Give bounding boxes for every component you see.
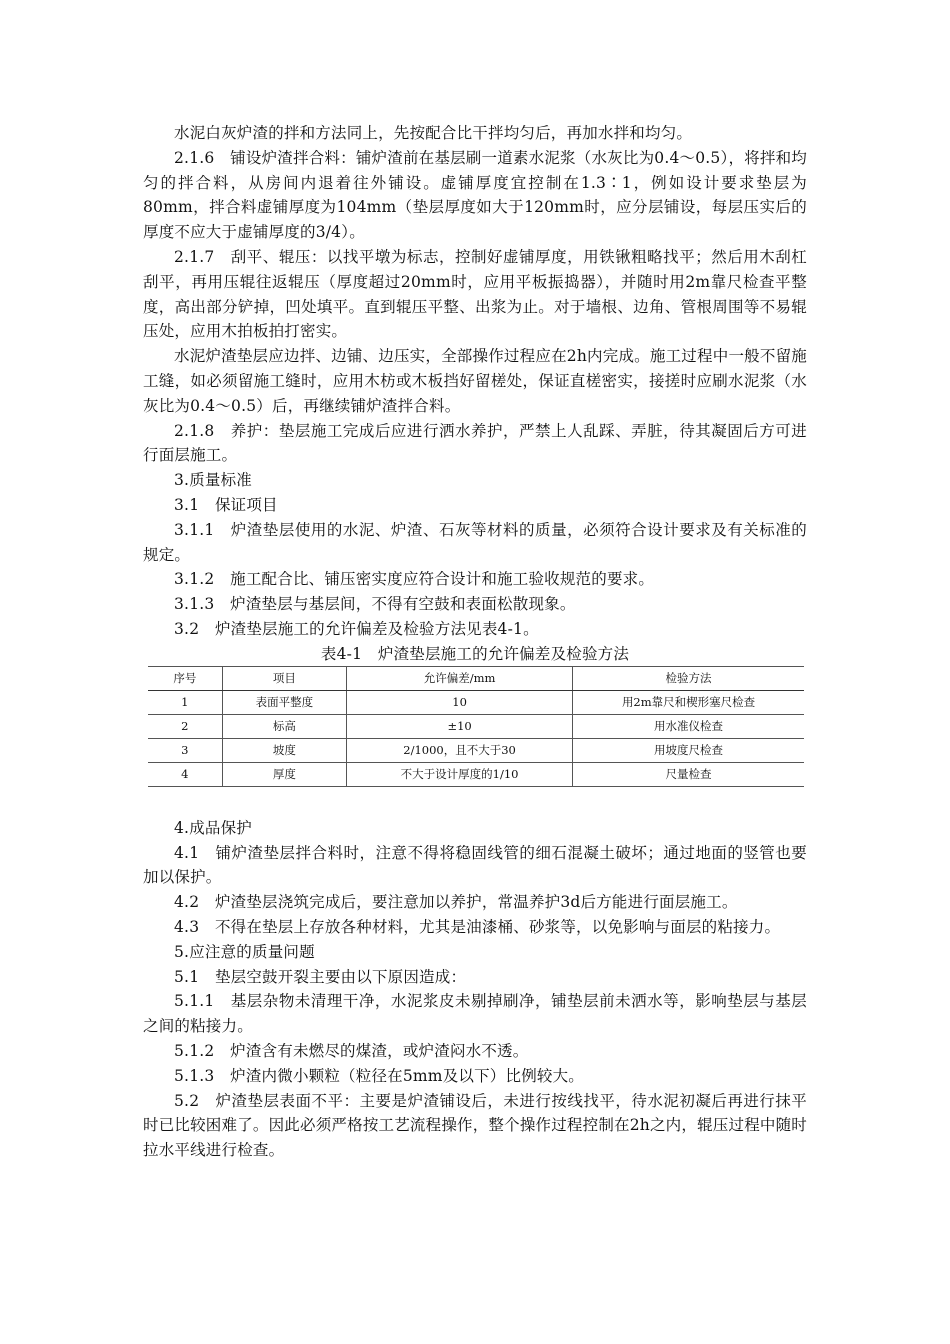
table-cell: 标高 [222,714,346,738]
table-cell: 10 [347,690,573,714]
document-body [143,121,807,1163]
table-row [148,690,804,714]
table-row [148,714,804,738]
section-heading: 4.成品保护 [174,818,252,837]
table-cell: 坡度 [222,738,346,762]
paragraph: 4.3 不得在垫层上存放各种材料，尤其是油漆桶、砂浆等，以免影响与面层的粘接力。 [174,917,781,936]
paragraph: 5.1.2 炉渣含有未燃尽的煤渣，或炉渣闷水不透。 [174,1041,529,1060]
table-cell: 3 [148,738,222,762]
paragraph: 水泥白灰炉渣的拌和方法同上，先按配合比干拌均匀后，再加水拌和均匀。 [174,124,693,142]
table-header-row [148,666,804,690]
table-cell: 尺量检查 [573,762,804,786]
table-header-cell: 项目 [222,666,346,690]
paragraph: 2.1.7 刮平、辊压：以找平墩为标志，控制好虚铺厚度，用铁锹粗略找平；然后用木刮杠刮平，再用压辊往返辊压（厚度超过20mm时，应用平板振捣器），并随时用2m靠尺检查平整度，高出部分铲掉，凹处填平。直到辊压平整、出浆为止。对于墙根、边角、管根周围等不易辊压处，应用木拍板拍打密实。 [143,247,807,341]
paragraph: 5.1.1 基层杂物未清理干净，水泥浆皮未剔掉刷净，铺垫层前未洒水等，影响垫层与基层之间的粘接力。 [143,992,807,1036]
section-heading: 5.应注意的质量问题 [174,942,315,961]
section-heading: 3.质量标准 [174,471,252,490]
table-row [148,738,804,762]
table-cell: 2 [148,714,222,738]
paragraph: 2.1.6 铺设炉渣拌合料：铺炉渣前在基层刷一道素水泥浆（水灰比为0.4～0.5），将拌和均匀的拌合料，从房间内退着往外铺设。虚铺厚度宜控制在1.3∶1，例如设计要求垫层为80mm，拌合料虚铺厚度为104mm（垫层厚度如大于120mm时，应分层铺设，每层压实后的厚度不应大于虚铺厚度的3/4）。 [143,148,807,242]
table-header-cell: 序号 [148,666,222,690]
paragraph: 2.1.8 养护：垫层施工完成后应进行洒水养护，严禁上人乱踩、弄脏，待其凝固后方可进行面层施工。 [143,421,807,465]
paragraph: 5.2 炉渣垫层表面不平：主要是炉渣铺设后，未进行按线找平，待水泥初凝后再进行抹平时已比较困难了。因此必须严格按工艺流程操作，整个操作过程控制在2h之内，辊压过程中随时拉水平线进行检查。 [143,1091,807,1160]
table-caption: 表4-1 炉渣垫层施工的允许偏差及检验方法 [320,644,630,663]
table-header-cell: 允许偏差/mm [347,666,573,690]
paragraph: 3.1.2 施工配合比、铺压密实度应符合设计和施工验收规范的要求。 [174,570,655,589]
table-header-cell: 检验方法 [573,666,804,690]
paragraph: 5.1 垫层空鼓开裂主要由以下原因造成： [174,967,467,986]
paragraph: 4.1 铺炉渣垫层拌合料时，注意不得将稳固线管的细石混凝土破坏；通过地面的竖管也要加以保护。 [143,843,807,887]
section-after-table [143,816,807,1163]
table-cell: 不大于设计厚度的1/10 [347,762,573,786]
table-cell: 用坡度尺检查 [573,738,804,762]
table-cell: 用2m靠尺和楔形塞尺检查 [573,690,804,714]
paragraph: 水泥炉渣垫层应边拌、边铺、边压实，全部操作过程应在2h内完成。施工过程中一般不留施工缝，如必须留施工缝时，应用木枋或木板挡好留槎处，保证直槎密实，接搓时应刷水泥浆（水灰比为0.4～0.5）后，再继续铺炉渣拌合料。 [143,347,807,415]
paragraph: 5.1.3 炉渣内微小颗粒（粒径在5mm及以下）比例较大。 [174,1066,584,1085]
table-cell: 厚度 [222,762,346,786]
tolerance-table [148,666,804,787]
paragraph: 4.2 炉渣垫层浇筑完成后，要注意加以养护，常温养护3d后方能进行面层施工。 [174,893,738,912]
table-cell: 2/1000，且不大于30 [347,738,573,762]
subsection-heading: 3.1 保证项目 [174,495,278,514]
table-cell: ±10 [347,714,573,738]
paragraph: 3.1.1 炉渣垫层使用的水泥、炉渣、石灰等材料的质量，必须符合设计要求及有关标准的规定。 [143,520,807,564]
table-cell: 4 [148,762,222,786]
table-cell: 用水准仪检查 [573,714,804,738]
paragraph: 3.1.3 炉渣垫层与基层间，不得有空鼓和表面松散现象。 [174,595,576,614]
table-cell: 1 [148,690,222,714]
table-cell: 表面平整度 [222,690,346,714]
paragraph: 3.2 炉渣垫层施工的允许偏差及检验方法见表4-1。 [174,619,539,638]
table-row [148,762,804,786]
